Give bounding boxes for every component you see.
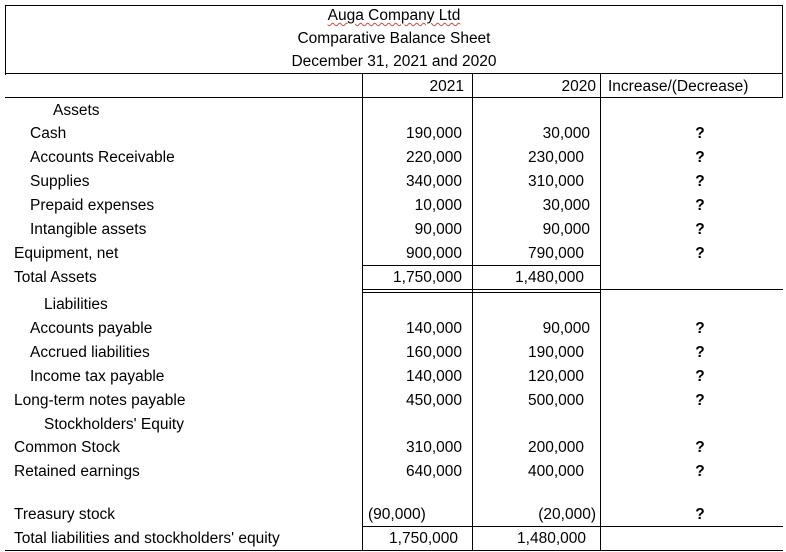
- column-header-2021: 2021: [429, 78, 464, 95]
- value-2020: 190,000: [527, 344, 584, 361]
- value-2021: 1,750,000: [389, 530, 458, 547]
- value-2020: 90,000: [542, 221, 590, 238]
- change-value: ?: [695, 392, 705, 409]
- value-2021: 190,000: [405, 125, 462, 142]
- row-label: Accounts Receivable: [30, 149, 175, 166]
- section-equity: Stockholders' Equity: [44, 416, 184, 433]
- row-label: Income tax payable: [30, 368, 165, 385]
- row-label: Cash: [30, 125, 67, 142]
- section-liabilities: Liabilities: [44, 296, 108, 313]
- value-2020: 310,000: [527, 173, 584, 190]
- statement-title: Comparative Balance Sheet: [297, 30, 491, 47]
- value-2020: 30,000: [542, 125, 590, 142]
- value-2021: 900,000: [405, 245, 462, 262]
- value-2021: 220,000: [405, 149, 462, 166]
- column-header-rule: [5, 97, 783, 98]
- row-label: Treasury stock: [14, 506, 116, 523]
- change-value: ?: [695, 344, 705, 361]
- row-label: Accounts payable: [30, 320, 153, 337]
- row-label: Long-term notes payable: [14, 392, 186, 409]
- column-header-change: Increase/(Decrease): [608, 78, 749, 95]
- change-value: ?: [695, 506, 705, 523]
- change-value: ?: [695, 320, 705, 337]
- row-label: Total liabilities and stockholders' equity: [14, 530, 280, 547]
- value-2021: 140,000: [405, 320, 462, 337]
- change-value: ?: [695, 368, 705, 385]
- value-2021: 640,000: [405, 463, 462, 480]
- statement-period: December 31, 2021 and 2020: [291, 53, 497, 70]
- value-2021: 310,000: [405, 439, 462, 456]
- row-label: Common Stock: [14, 439, 120, 456]
- change-value: ?: [695, 173, 705, 190]
- change-total-rule: [600, 289, 783, 290]
- value-2020: 1,480,000: [517, 530, 586, 547]
- change-value: ?: [695, 245, 705, 262]
- value-2020: 790,000: [527, 245, 584, 262]
- col-divider-change-left: [600, 73, 601, 551]
- value-2021: 1,750,000: [393, 269, 462, 286]
- row-label: Intangible assets: [30, 221, 147, 238]
- value-2021: 140,000: [405, 368, 462, 385]
- change-value: ?: [695, 125, 705, 142]
- total-assets-bottom-rule: [362, 289, 600, 290]
- change-value: ?: [695, 439, 705, 456]
- row-label: Supplies: [30, 173, 90, 190]
- change-value: ?: [695, 197, 705, 214]
- treasury-rule: [362, 526, 600, 527]
- value-2020: 230,000: [527, 149, 584, 166]
- value-2020: 200,000: [527, 439, 584, 456]
- value-2020: 1,480,000: [515, 269, 584, 286]
- change-value: ?: [695, 149, 705, 166]
- value-2020: 90,000: [542, 320, 590, 337]
- value-2021: 450,000: [405, 392, 462, 409]
- value-2021: 10,000: [414, 197, 462, 214]
- row-label: Equipment, net: [14, 245, 119, 262]
- change-treasury-rule: [600, 526, 783, 527]
- value-2021: 160,000: [405, 344, 462, 361]
- row-label: Total Assets: [14, 269, 97, 286]
- total-assets-top-rule: [362, 265, 600, 266]
- value-2020: 500,000: [527, 392, 584, 409]
- frame-top-border: [5, 5, 783, 6]
- section-assets: Assets: [53, 102, 100, 119]
- row-label: Retained earnings: [14, 463, 140, 480]
- value-2020: 30,000: [542, 197, 590, 214]
- bottom-rule: [5, 550, 783, 551]
- value-2021: 340,000: [405, 173, 462, 190]
- row-label: Accrued liabilities: [30, 344, 150, 361]
- total-assets-double-rule: [362, 292, 600, 293]
- change-value: ?: [695, 463, 705, 480]
- header-bottom-rule: [5, 73, 783, 74]
- value-2021: (90,000): [368, 506, 426, 523]
- row-label: Prepaid expenses: [30, 197, 155, 214]
- value-2020: (20,000): [538, 506, 596, 523]
- value-2021: 90,000: [414, 221, 462, 238]
- company-name: Auga Company Ltd: [327, 7, 461, 24]
- value-2020: 120,000: [527, 368, 584, 385]
- column-header-2020: 2020: [561, 78, 596, 95]
- change-value: ?: [695, 221, 705, 238]
- value-2020: 400,000: [527, 463, 584, 480]
